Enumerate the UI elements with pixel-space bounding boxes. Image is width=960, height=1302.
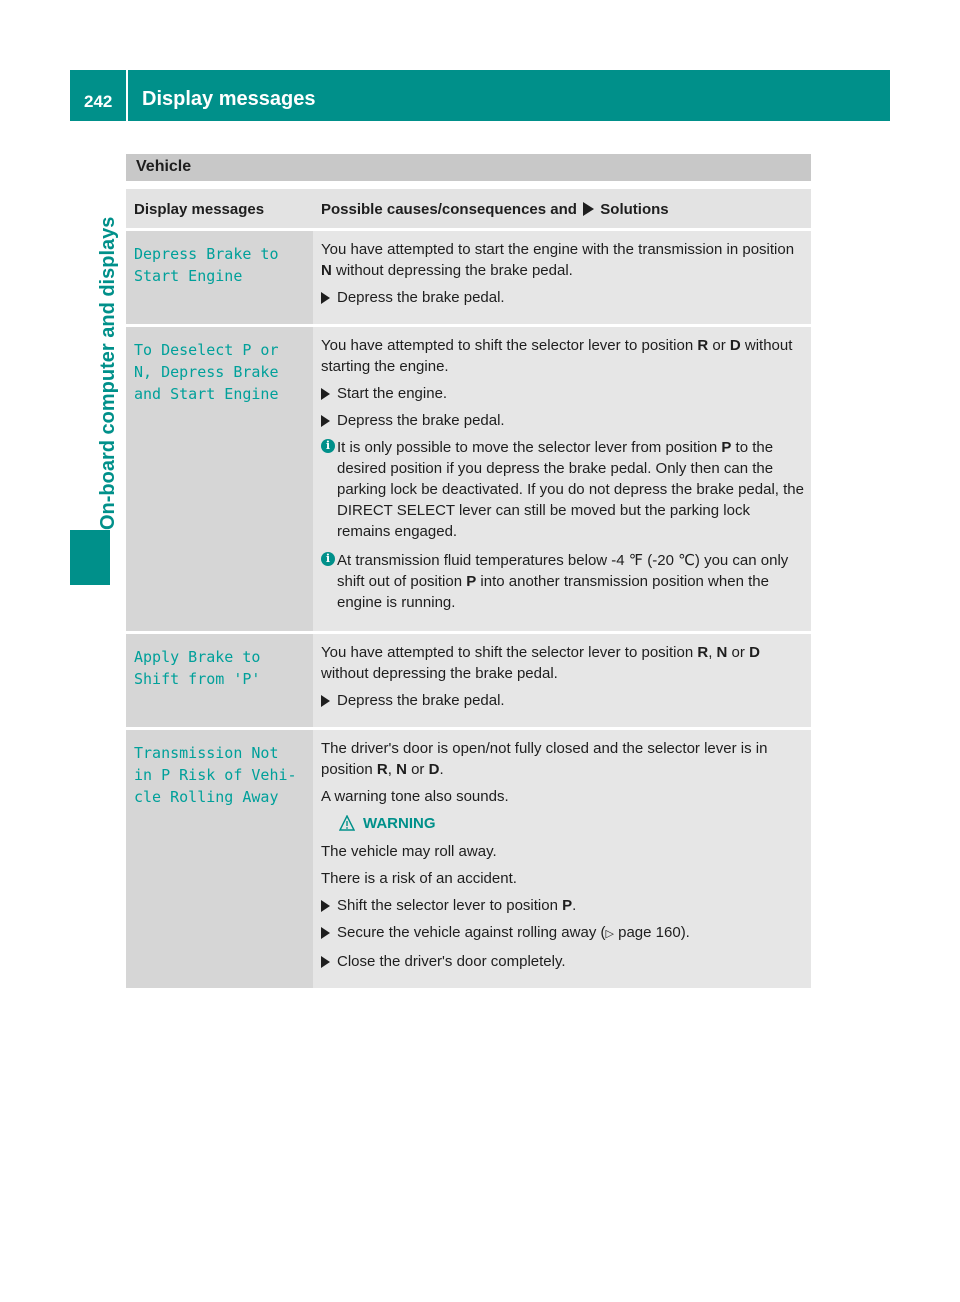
info-note: i At transmission fluid temperatures below -4 ℉ (-20 ℃) you can only shift out of position P into another transmission position when the engine is running. xyxy=(321,550,805,613)
page-header xyxy=(70,70,890,121)
arrow-icon xyxy=(321,415,330,427)
page-reference-link[interactable]: page 160). xyxy=(618,924,690,941)
display-messages-table xyxy=(126,154,811,991)
solution-step: Secure the vehicle against rolling away (▷ page 160). xyxy=(321,922,805,945)
column-header-solutions: Possible causes/consequences and Solutions xyxy=(313,189,811,230)
solution-step: Start the engine. xyxy=(321,383,805,404)
arrow-icon xyxy=(321,388,330,400)
display-message: Transmission Not in P Risk of Vehi‑ cle Rolling Away xyxy=(126,729,313,990)
solution-cell xyxy=(313,729,811,990)
cause-text: You have attempted to shift the selector lever to position R, N or D without depressing the brake pedal. xyxy=(321,644,760,682)
table-row xyxy=(126,729,811,990)
solution-cell xyxy=(313,326,811,633)
warning-triangle-icon xyxy=(339,815,355,831)
solution-cell xyxy=(313,633,811,729)
display-message: Depress Brake to Start Engine xyxy=(126,230,313,326)
arrow-icon xyxy=(321,292,330,304)
arrow-icon xyxy=(321,900,330,912)
page-title: Display messages xyxy=(142,88,316,110)
display-message: Apply Brake to Shift from 'P' xyxy=(126,633,313,729)
header-divider xyxy=(126,70,128,121)
warning-heading: WARNING xyxy=(321,813,805,833)
column-header-messages: Display messages xyxy=(126,189,313,230)
table-row xyxy=(126,230,811,326)
solution-step: Close the driver's door completely. xyxy=(321,951,805,972)
section-title: Vehicle xyxy=(126,154,811,181)
display-message: To Deselect P or N, Depress Brake and Start Engine xyxy=(126,326,313,633)
cause-text: You have attempted to shift the selector lever to position R or D without starting the engine. xyxy=(321,337,793,375)
table-row xyxy=(126,326,811,633)
arrow-icon xyxy=(321,956,330,968)
table-row xyxy=(126,633,811,729)
info-icon: i xyxy=(321,552,335,566)
cause-text: The driver's door is open/not fully closed and the selector lever is in position R, N or D. xyxy=(321,740,768,778)
cause-text: You have attempted to start the engine with the transmission in position N without depressing the brake pedal. xyxy=(321,241,795,279)
info-note: i It is only possible to move the selector lever from position P to the desired position if you depress the brake pedal. Only then can the parking lock be deactivated. If you do not depress the brake pedal, the DIRECT SELECT lever can still be moved but the parking lock remains engaged. xyxy=(321,437,805,542)
chapter-side-label: On-board computer and displays xyxy=(97,216,119,530)
page-number: 242 xyxy=(84,92,113,111)
warning-text: The vehicle may roll away. xyxy=(321,843,497,860)
arrow-icon xyxy=(583,202,594,216)
arrow-icon xyxy=(321,695,330,707)
solution-cell xyxy=(313,230,811,326)
cause-text: A warning tone also sounds. xyxy=(321,788,509,805)
solution-step: Depress the brake pedal. xyxy=(321,410,805,431)
page-reference-icon: ▷ xyxy=(605,928,614,940)
arrow-icon xyxy=(321,927,330,939)
table-header-row xyxy=(126,189,811,230)
info-icon: i xyxy=(321,439,335,453)
solution-step: Shift the selector lever to position P. xyxy=(321,895,805,916)
chapter-tab-marker xyxy=(70,530,110,585)
solution-step: Depress the brake pedal. xyxy=(321,690,805,711)
warning-text: There is a risk of an accident. xyxy=(321,870,517,887)
solution-step: Depress the brake pedal. xyxy=(321,287,805,308)
